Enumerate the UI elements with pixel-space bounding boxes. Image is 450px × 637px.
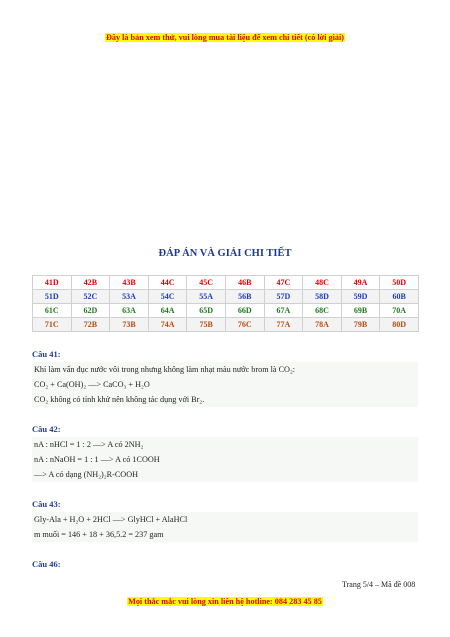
solution-line: Gly-Ala + H₂O + 2HCl —> GlyHCl + AlaHCl (32, 512, 418, 527)
answer-cell: 46B (225, 276, 264, 290)
answer-row (33, 318, 419, 332)
answer-cell: 69B (341, 304, 380, 318)
answer-cell: 80D (380, 318, 419, 332)
answer-cell: 59D (341, 290, 380, 304)
question-41 (32, 349, 418, 407)
question-label: Câu 41: (32, 349, 61, 359)
answer-cell: 60B (380, 290, 419, 304)
answer-cell: 41D (33, 276, 72, 290)
answer-cell: 67A (264, 304, 303, 318)
question-43 (32, 499, 418, 542)
answer-key-table (32, 275, 419, 332)
solution-line: m muối = 146 + 18 + 36,5.2 = 237 gam (32, 527, 418, 542)
answer-cell: 42B (71, 276, 110, 290)
answer-cell: 63A (110, 304, 149, 318)
answer-cell: 62D (71, 304, 110, 318)
answer-cell: 70A (380, 304, 419, 318)
answer-cell: 64A (148, 304, 187, 318)
answer-cell: 72B (71, 318, 110, 332)
question-label: Câu 43: (32, 499, 61, 509)
preview-notice-banner (0, 27, 450, 45)
answer-cell: 44C (148, 276, 187, 290)
answer-cell: 45C (187, 276, 226, 290)
hotline-banner (0, 591, 450, 609)
page-number: Trang 5/4 – Mã đề 008 (342, 580, 416, 589)
answer-cell: 66D (225, 304, 264, 318)
answer-cell: 58D (303, 290, 342, 304)
answer-cell: 57D (264, 290, 303, 304)
answer-cell: 50D (380, 276, 419, 290)
section-title: ĐÁP ÁN VÀ GIẢI CHI TIẾT (158, 248, 292, 259)
answer-cell: 52C (71, 290, 110, 304)
solution-line: CO₂ + Ca(OH)₂ —> CaCO₃ + H₂O (32, 377, 418, 392)
answer-cell: 48C (303, 276, 342, 290)
solution-line: —> A có dạng (NH₂)₂R-COOH (32, 467, 418, 482)
answer-cell: 75B (187, 318, 226, 332)
answer-row (33, 304, 419, 318)
answer-cell: 76C (225, 318, 264, 332)
answer-cell: 71C (33, 318, 72, 332)
solution-line: Khí làm vẩn đục nước vôi trong nhưng không làm nhạt màu nước brom là CO₂: (32, 362, 418, 377)
answer-cell: 56B (225, 290, 264, 304)
answer-cell: 77A (264, 318, 303, 332)
answer-cell: 51D (33, 290, 72, 304)
answer-cell: 54C (148, 290, 187, 304)
answer-cell: 49A (341, 276, 380, 290)
question-label: Câu 46: (32, 559, 61, 569)
answer-cell: 61C (33, 304, 72, 318)
answer-cell: 78A (303, 318, 342, 332)
question-46 (32, 559, 418, 572)
question-label: Câu 42: (32, 424, 61, 434)
answer-cell: 73B (110, 318, 149, 332)
answer-cell: 43B (110, 276, 149, 290)
solution-line: nA : nNaOH = 1 : 1 —> A có 1COOH (32, 452, 418, 467)
answer-cell: 68C (303, 304, 342, 318)
answer-row (33, 276, 419, 290)
solution-line: CO₂ không có tính khử nên không tác dụng với Br₂. (32, 392, 418, 407)
answer-cell: 53A (110, 290, 149, 304)
answer-cell: 74A (148, 318, 187, 332)
answer-cell: 65D (187, 304, 226, 318)
hotline-text: Mọi thắc mắc vui lòng xin liên hệ hotline: 084 283 45 85 (128, 597, 322, 606)
answer-row (33, 290, 419, 304)
answer-cell: 47C (264, 276, 303, 290)
preview-notice-text: Đây là bản xem thử, vui lòng mua tài liệu để xem chi tiết (có lời giải) (105, 33, 344, 42)
answer-cell: 79B (341, 318, 380, 332)
question-42 (32, 424, 418, 482)
solution-line: nA : nHCl = 1 : 2 —> A có 2NH₂ (32, 437, 418, 452)
answer-cell: 55A (187, 290, 226, 304)
